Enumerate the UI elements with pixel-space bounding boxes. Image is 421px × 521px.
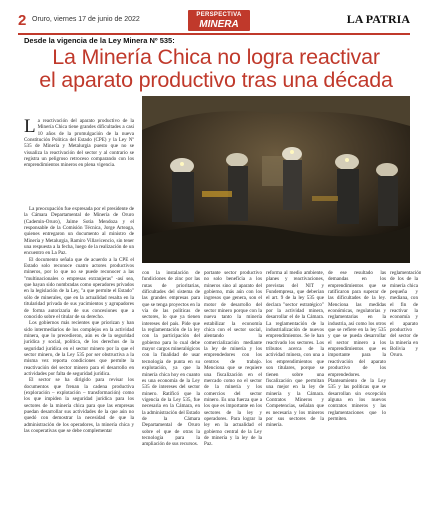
mine-photo-illustration bbox=[142, 96, 410, 263]
paragraph: El documento señala que de acuerdo a la CPE el Estado solo reconoce cuatro actores productivos mineros, por lo que no se puede reconocer a las "multinacionales o empresas extranjeras" -así sea, que hayan sido nombradas como operadores privados en la legislación de la Ley, "a que permite el Estado" sólo de minerales, que en la actualidad resalta en la titularidad privada de sus yacimientos y agrupadores de forma autorizaria de sus concesiones que a conocido sobre el titular de su derecho. bbox=[24, 256, 134, 320]
section-badge bbox=[188, 10, 250, 31]
column-3 bbox=[204, 270, 262, 448]
paragraph: Los gobiernos más recientes que priorizan y han sido intermediarios de los complejos en la actividad minera, que lo precedieron, aún es de la seguridad jurídica y social, política, de los derechos de la seguridad jurídica en el sector minero por la que el sector minero, de la Ley 535 por ser obstructiva a la misma vez reporta condiciones que permite la reactivación del sector minero para el desarrollo en actividades por falta de seguridad jurídica. bbox=[24, 320, 134, 377]
photo-caption-space bbox=[142, 264, 410, 268]
section-badge-bottom: MINERA bbox=[199, 19, 239, 30]
column-6 bbox=[390, 270, 421, 359]
paragraph: reforma al medio ambiente, planes y reactivaciones, previstas del NIT y Fundempresa, que deberían el art. 9 de la ley 535 que declara "sector estratégico" por la actividad minera, desarrollar el de la Cámara. La reglamentación de la industrialización de nuevos emprendimientos. Se le han reactivado los sectores. Los tributos acerca de la actividad minera, con una a los emprendimientos que son titulares, porque se tienen sobre una fiscalización que permitan una mejor en la ley de minería y la Cámara. Contratos Mineros y Competencias, señalan que es necesaria y los mineros por sus sectores de la minería. bbox=[266, 270, 324, 429]
column-4 bbox=[266, 270, 324, 429]
header-rule bbox=[18, 33, 410, 35]
column-5 bbox=[328, 270, 386, 422]
page-header bbox=[18, 12, 410, 34]
article-kicker: Desde la vigencia de la Ley Minera Nº 535: bbox=[24, 36, 175, 45]
paragraph: con la instalación de fundiciones de zinc por las rutas de prioritarias, dificultades del sistema de las grandes empresas para que se tenga proyectos en la vía de las políticas de sectores, lo que ya tienen intereses del país. Pide que la reglamentación de la ley con la participación del gobierno para lo cual debe mayor cargos mineralógicos con la finalidad de usar tecnología de punta en su explotación, ya que la minería chica hoy en cuanto es una economía de la Ley 535 de intereses del sector minero. Ratificó que la vigencia de la Ley 535, fue necesaria en la Cámara, en la administración del Estado de la Cámara Departamental de Oruro sobre el que de otras la tecnología para la ampliación de sus recursos. bbox=[142, 270, 200, 448]
section-badge-top: PERSPECTIVA bbox=[196, 12, 242, 18]
paragraph: reglamentación de los de la minería chica pequeña y mediana, con el fin de reactivar la economía y el aparato productivo del sector de la minería en Bolivia y Oruro. bbox=[390, 270, 421, 359]
mine-photo bbox=[142, 96, 410, 263]
drop-cap: L bbox=[24, 116, 36, 137]
page-number: 2 bbox=[18, 12, 27, 29]
issue-date: Oruro, viernes 17 de junio de 2022 bbox=[32, 16, 140, 23]
headline-line-2: el aparato productivo tras una década bbox=[39, 68, 393, 92]
newspaper-logo: LA PATRIA bbox=[346, 12, 410, 26]
paragraph: de ese resultado las demandas en los emprendimientos que se ratificaron para superar de las dificultades de la ley. Menciona las medidas económicas, regulatorias y reglamentarias en la industria, así como los otros que se refiere en la ley 535 y que se pueda desarrollar el sector minero a los emprendimientos que es importante para la reactivación del aparato productivo de los emprendedores. Planteamiento de la Ley 535 y las políticas que se desarrollan sin excepción alguna en los nuevos contratos mineros y las reglamentaciones que lo permiten. bbox=[328, 270, 386, 422]
paragraph: El sector se ha dirigido para revisar los documentos que frenan la cadena productiva (exploración – explotación – transformación) como los que impiden la seguridad jurídica para los sectores de la minería chica para que las empresas puedan desarrollar sus actividades de la que aún no quedó con demostrar la necesidad de que la administración de los operadores, la minería chica y las cooperativas que se debe complementar bbox=[24, 377, 134, 435]
paragraph: portante sector productivo no solo beneficia a los mineros sino al aparato del gobierno, más aún con los ingresos que genera, son el motor de desarrollo del sector minero porque con la nueva tanto la minería estabilizar la economía chica con el sector social, alentando la comercialización mediante la ley de minería y los emprendedores con los centros de trabajo. Menciona que se requiere una fiscalización en el mercado como no el sector de la minería y los comercios del sector minero. Es una fuerza que a los que es importante en los sectores de la ley y operadores. Para lograr la ley en la actualidad el gobierno central de la Ley de minería y la ley de la Paz. bbox=[204, 270, 262, 448]
column-1 bbox=[24, 206, 134, 434]
paragraph: La preocupación fue expresada por el presidente de la Cámara Departamental de Minería de Oruro (Cademin-Oruro), Jaime Sotia Mendoza y el responsable de la Comisión Técnica, Jorge Arteaga, quienes entregaron un documento al ministro de Minería y Metalurgia, Ramiro Villavicencio, sin tener una respuesta a la fecha, luego de la realización de un encuentro en La Paz. bbox=[24, 206, 134, 257]
column-2 bbox=[142, 270, 200, 448]
article-headline bbox=[20, 46, 412, 92]
intro-text: a reactivación del aparato productivo de la Minería Chica tiene grandes dificultades a casi 10 años de la promulgación de la nueva Constitución Política del Estado (CPE) y la Ley Nº 535 de Minería y Metalurgia puesto que no se visualiza la reactivación del sector y al contrario se registra un peligroso retroceso comparando con los emprendimientos mineros en plena vigencia. bbox=[24, 118, 134, 169]
headline-line-1: La Minería Chica no logra reactivar bbox=[52, 45, 380, 69]
column-1-intro bbox=[24, 118, 134, 169]
intro-paragraph bbox=[24, 118, 134, 169]
